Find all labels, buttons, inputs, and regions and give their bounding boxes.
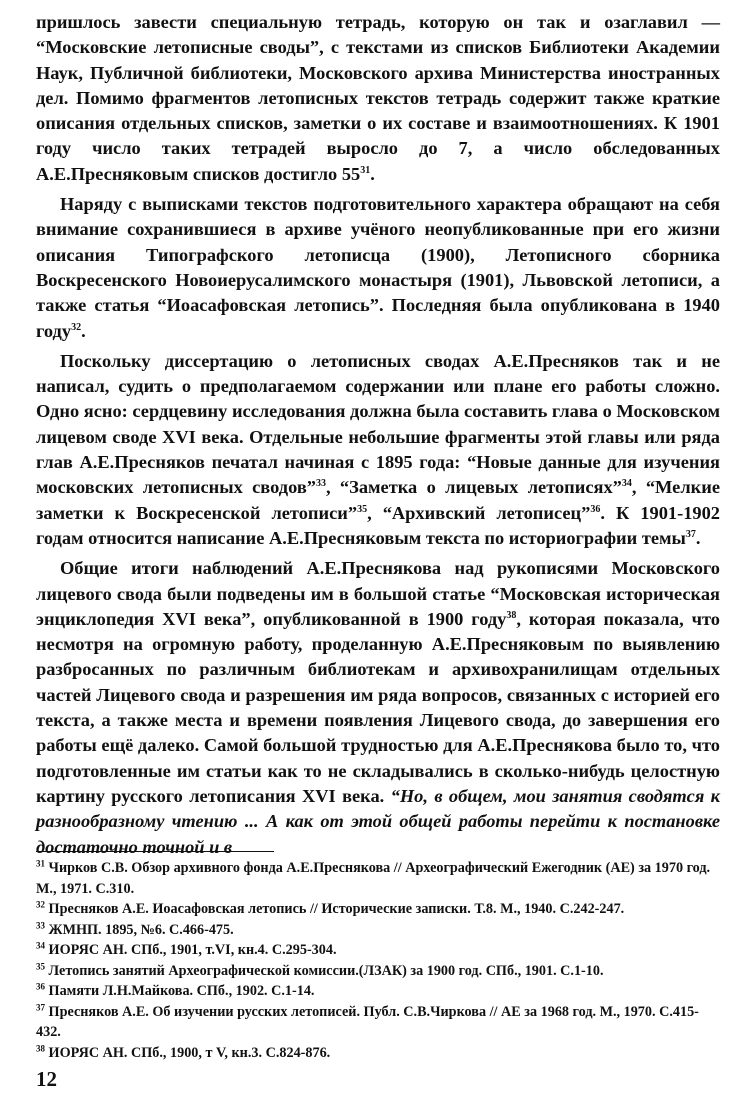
footnote-separator: [36, 851, 274, 852]
paragraph: [36, 349, 720, 551]
text-run: , которая показала, что несмотря на огромную работу, проделанную А.Е.Пресняковым по выявлению разбросанных по различным библиотекам и архивохранилищам отдельных частей Лицевого свода и разрешения им ряда вопросов, связанных с историей его текста, а также места и времени появления Лицевого свода, до завершения его работы ещё далеко. Самой большой трудностью для А.Е.Преснякова было то, что подготовленные им статьи как то не складывались в сколько-нибудь целостную картину русского летописания XVI века.: [36, 608, 720, 806]
footnote-ref: 35: [357, 503, 368, 515]
footnote-number: 36: [36, 981, 45, 992]
paragraph: [36, 556, 720, 860]
footnote-number: 32: [36, 899, 45, 910]
text-run: . К 1901-1902 годам относится написание А.Е.Пресняковым текста по историографии темы: [36, 502, 720, 548]
text-run: .: [370, 163, 375, 184]
footnote-ref: 33: [315, 478, 326, 490]
footnote: [36, 940, 720, 961]
page-number: 12: [36, 1067, 57, 1091]
footnote-number: 31: [36, 858, 45, 869]
footnote-ref: 36: [590, 503, 601, 515]
footnote-number: 34: [36, 940, 45, 951]
footnote-number: 38: [36, 1042, 45, 1053]
main-text: [36, 10, 720, 860]
footnote-text: Пресняков А.Е. Иоасафовская летопись // Исторические записки. Т.8. М., 1940. С.242-247.: [45, 901, 625, 917]
footnote: [36, 920, 720, 941]
text-run: Поскольку диссертацию о летописных сводах А.Е.Пресняков так и не написал, судить о предполагаемом содержании или плане его работы сложно. Одно ясно: сердцевину исследования должна была составить глава о Московском лицевом своде XVI века. Отдельные небольшие фрагменты этой главы или ряда глав А.Е.Пресняков печатал начиная с 1895 года: “Новые данные для изучения московских летописных сводов”: [36, 350, 720, 498]
paragraph: [36, 10, 720, 187]
footnote: [36, 1002, 720, 1043]
footnote-number: 35: [36, 960, 45, 971]
paragraph: [36, 192, 720, 344]
footnote-text: Памяти Л.Н.Майкова. СПб., 1902. С.1-14.: [45, 983, 315, 999]
text-run: .: [81, 320, 86, 341]
footnote-ref: 32: [71, 321, 82, 333]
footnote-number: 33: [36, 919, 45, 930]
footnote: [36, 858, 720, 899]
footnote-text: Пресняков А.Е. Об изучении русских летописей. Публ. С.В.Чиркова // АЕ за 1968 год. М., 1970. С.415-432.: [36, 1003, 699, 1040]
text-run: Общие итоги наблюдений А.Е.Преснякова над рукописями Московского лицевого свода были подведены им в большой статье “Московская историческая энциклопедия XVI века”, опубликованной в 1900 году: [36, 558, 720, 629]
footnote-ref: 31: [360, 164, 371, 176]
footnote-number: 37: [36, 1001, 45, 1012]
text-run: , “Архивский летописец”: [367, 502, 591, 523]
footnote-ref: 38: [506, 609, 517, 621]
footnotes: [36, 858, 720, 1063]
quotation: “Но, в общем, мои занятия сводятся к разнообразному чтению ... А как от этой общей работы перейти к постановке достаточно точной и в: [36, 785, 720, 857]
footnote-text: ИОРЯС АН. СПб., 1900, т V, кн.3. С.824-876.: [45, 1044, 331, 1061]
footnote-ref: 37: [685, 528, 696, 540]
text-run: , “Мелкие заметки к Воскресенской летописи”: [36, 477, 720, 523]
footnote-text: Чирков С.В. Обзор архивного фонда А.Е.Преснякова // Археографический Ежегодник (АЕ) за 1970 год. М., 1971. С.310.: [36, 860, 711, 897]
footnote-text: Летопись занятий Археографической комиссии.(ЛЗАК) за 1900 год. СПб., 1901. С.1-10.: [45, 962, 604, 979]
text-run: пришлось завести специальную тетрадь, которую он так и озаглавил — “Московские летописные своды”, с текстами из списков Библиотеки Академии Наук, Публичной библиотеки, Московского архива Министерства иностранных дел. Помимо фрагментов летописных текстов тетрадь содержит также краткие описания отдельных списков, заметки о их составе и взаимоотношениях. К 1901 году число таких тетрадей выросло до 7, а число обследованных А.Е.Пресняковым списков достигло 55: [36, 12, 720, 184]
footnote: [36, 981, 720, 1002]
footnote-text: ЖМНП. 1895, №6. С.466-475.: [45, 921, 234, 938]
text-run: .: [695, 527, 701, 548]
footnote: [36, 961, 720, 982]
text-run: Наряду с выписками текстов подготовительного характера обращают на себя внимание сохранившиеся в архиве учёного неопубликованные при его жизни описания Типографского летописца (1900), Летописного сборника Воскресенского Новоиерусалимского монастыря (1901), Львовской летописи, а также статья “Иоасафовская летопись”. Последняя была опубликована в 1940 году: [36, 194, 720, 341]
footnote-ref: 34: [621, 478, 632, 490]
footnote-text: ИОРЯС АН. СПб., 1901, т.VI, кн.4. С.295-304.: [45, 942, 337, 958]
footnote: [36, 1043, 720, 1064]
text-run: , “Заметка о лицевых летописях”: [325, 477, 622, 498]
footnote: [36, 899, 720, 920]
